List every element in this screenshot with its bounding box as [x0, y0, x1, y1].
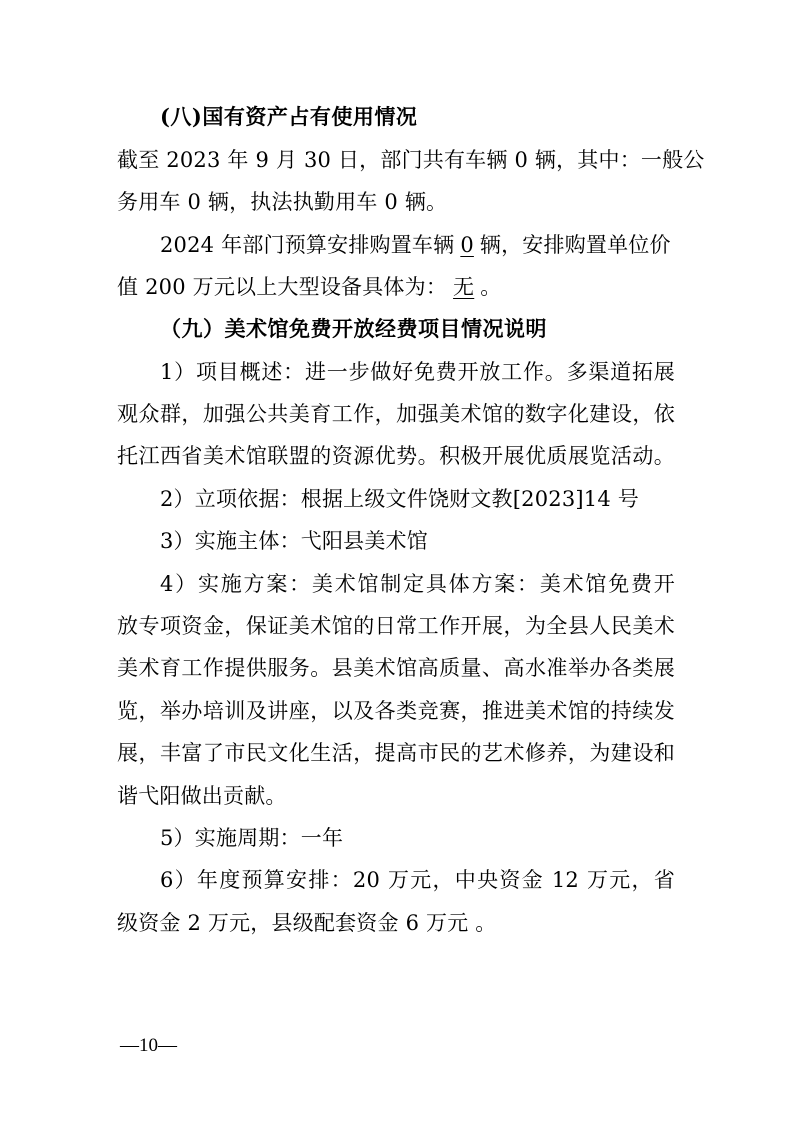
item-4-line-5: 展，丰富了市民文化生活，提高市民的艺术修养，为建设和	[117, 741, 675, 765]
item-4-line-4: 览，举办培训及讲座，以及各类竞赛，推进美术馆的持续发	[117, 699, 675, 723]
item-4-line-6: 谐弋阳做出贡献。	[117, 784, 287, 808]
vehicle-purchase-text-b: 辆，安排购置单位价	[479, 233, 671, 257]
item-4-line-1: 4）实施方案：美术馆制定具体方案：美术馆免费开	[160, 572, 675, 596]
item-6-line-1: 6）年度预算安排：20 万元，中央资金 12 万元，省	[160, 868, 675, 892]
section-8-paragraph-2-line-2	[117, 274, 501, 300]
equipment-text-b: 。	[480, 275, 502, 299]
item-4-line-3: 美术育工作提供服务。县美术馆高质量、高水准举办各类展	[117, 656, 675, 680]
vehicle-purchase-text-a: 2024 年部门预算安排购置车辆	[160, 233, 455, 257]
item-5: 5）实施周期：一年	[160, 826, 344, 850]
section-8-paragraph-1-line-1: 截至 2023 年 9 月 30 日，部门共有车辆 0 辆，其中：一般公	[117, 148, 705, 172]
section-8-paragraph-2-line-1	[160, 232, 671, 258]
item-1-line-1: 1）项目概述：进一步做好免费开放工作。多渠道拓展	[160, 360, 675, 384]
section-8-paragraph-1-line-2: 务用车 0 辆，执法执勤用车 0 辆。	[117, 190, 448, 214]
item-2: 2）立项依据：根据上级文件饶财文教[2023]14 号	[160, 487, 639, 511]
page-number: —10—	[120, 1035, 177, 1056]
item-1-line-2: 观众群，加强公共美育工作，加强美术馆的数字化建设，依	[117, 402, 675, 426]
item-4-line-2: 放专项资金，保证美术馆的日常工作开展，为全县人民美术	[117, 614, 675, 638]
item-1-line-3: 托江西省美术馆联盟的资源优势。积极开展优质展览活动。	[117, 444, 675, 468]
section-9-heading: （九）美术馆免费开放经费项目情况说明	[160, 316, 547, 341]
item-6-line-2: 级资金 2 万元，县级配套资金 6 万元 。	[117, 911, 497, 935]
item-3: 3）实施主体：弋阳县美术馆	[160, 529, 428, 553]
vehicle-purchase-count: 0	[460, 233, 474, 257]
equipment-text-a: 值 200 万元以上大型设备具体为：	[117, 275, 448, 299]
equipment-value: 无	[453, 275, 475, 299]
section-8-heading: (八)国有资产占有使用情况	[160, 104, 418, 129]
